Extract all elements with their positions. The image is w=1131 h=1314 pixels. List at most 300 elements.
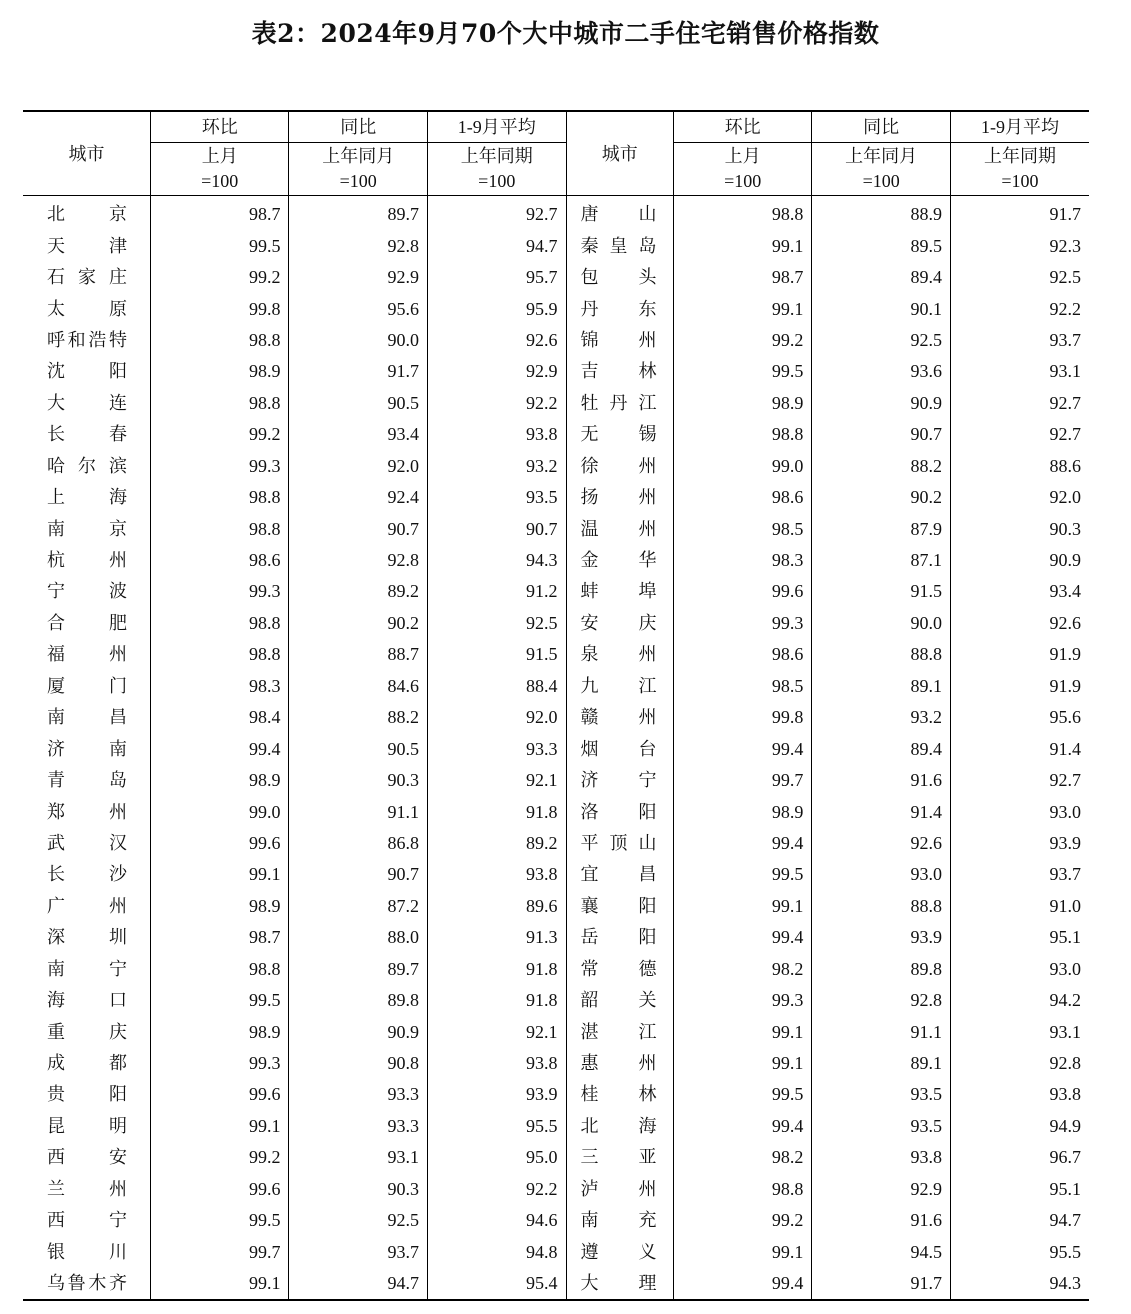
- yoy-value-cell: 90.0: [289, 325, 428, 356]
- city-name-cell: [23, 796, 150, 827]
- mom-value-cell: 99.3: [150, 451, 289, 482]
- city-name-cell: [23, 702, 150, 733]
- mom-value-cell: 98.6: [150, 545, 289, 576]
- city-name-cell: [23, 1205, 150, 1236]
- mom-value-cell: 99.4: [673, 828, 812, 859]
- city-name: 九江: [580, 675, 657, 696]
- ytd-avg-value-cell: 91.8: [428, 985, 567, 1016]
- mom-value-cell: 98.5: [673, 671, 812, 702]
- ytd-avg-value-cell: 91.9: [950, 639, 1089, 670]
- yoy-value-cell: 92.5: [289, 1205, 428, 1236]
- city-name-cell: [23, 954, 150, 985]
- city-name-cell: [23, 1016, 150, 1047]
- mom-value-cell: 99.1: [673, 230, 812, 261]
- ytd-avg-value-cell: 92.3: [950, 230, 1089, 261]
- city-name-cell: [566, 1111, 673, 1142]
- city-name-cell: [566, 765, 673, 796]
- table-row: [23, 262, 1089, 293]
- yoy-value-cell: 91.1: [812, 1016, 951, 1047]
- ytd-avg-value-cell: 95.4: [428, 1268, 567, 1300]
- table-row: [23, 954, 1089, 985]
- table-row: [23, 1205, 1089, 1236]
- ytd-avg-base-value: =100: [950, 169, 1089, 196]
- table-row: [23, 1268, 1089, 1300]
- mom-value-cell: 98.9: [673, 388, 812, 419]
- city-name: 泸州: [580, 1178, 657, 1199]
- ytd-avg-value-cell: 93.9: [428, 1079, 567, 1110]
- ytd-avg-value-cell: 92.2: [428, 388, 567, 419]
- city-name-cell: [23, 671, 150, 702]
- table-row: [23, 671, 1089, 702]
- mom-value-cell: 99.5: [673, 1079, 812, 1110]
- mom-value-cell: 99.1: [150, 1268, 289, 1300]
- city-name-cell: [566, 230, 673, 261]
- yoy-value-cell: 91.6: [812, 1205, 951, 1236]
- yoy-value-cell: 90.0: [812, 608, 951, 639]
- yoy-value-cell: 88.2: [812, 451, 951, 482]
- city-name-cell: [23, 482, 150, 513]
- table-row: [23, 1142, 1089, 1173]
- city-name: 昆明: [47, 1115, 127, 1136]
- city-name-cell: [23, 293, 150, 324]
- yoy-value-cell: 90.3: [289, 765, 428, 796]
- table-row: [23, 545, 1089, 576]
- mom-value-cell: 98.9: [150, 1016, 289, 1047]
- mom-value-cell: 99.6: [673, 576, 812, 607]
- yoy-value-cell: 89.5: [812, 230, 951, 261]
- city-name-cell: [566, 1016, 673, 1047]
- mom-value-cell: 98.6: [673, 482, 812, 513]
- ytd-avg-value-cell: 92.0: [428, 702, 567, 733]
- city-name-cell: [566, 1174, 673, 1205]
- city-name-cell: [566, 576, 673, 607]
- ytd-avg-value-cell: 93.8: [428, 859, 567, 890]
- ytd-avg-value-cell: 95.1: [950, 922, 1089, 953]
- city-name-cell: [566, 954, 673, 985]
- yoy-value-cell: 93.1: [289, 1142, 428, 1173]
- mom-value-cell: 99.5: [150, 985, 289, 1016]
- page-title: 表2：2024年9月70个大中城市二手住宅销售价格指数: [251, 19, 880, 48]
- mom-value-cell: 99.8: [673, 702, 812, 733]
- yoy-value-cell: 91.5: [812, 576, 951, 607]
- yoy-value-cell: 89.1: [812, 1048, 951, 1079]
- city-name-cell: [23, 922, 150, 953]
- city-name-cell: [23, 1048, 150, 1079]
- ytd-avg-value-cell: 95.1: [950, 1174, 1089, 1205]
- mom-base-label: 上月: [150, 143, 289, 170]
- city-name: 金华: [580, 550, 657, 571]
- ytd-avg-value-cell: 94.6: [428, 1205, 567, 1236]
- mom-value-cell: 98.7: [150, 922, 289, 953]
- mom-value-cell: 99.7: [150, 1236, 289, 1267]
- ytd-avg-value-cell: 93.0: [950, 796, 1089, 827]
- city-name-cell: [23, 1079, 150, 1110]
- yoy-value-cell: 92.8: [812, 985, 951, 1016]
- yoy-value-cell: 95.6: [289, 293, 428, 324]
- city-name-cell: [566, 262, 673, 293]
- city-name-cell: [23, 388, 150, 419]
- city-name-cell: [566, 671, 673, 702]
- ytd-avg-value-cell: 94.3: [428, 545, 567, 576]
- city-name: 湛江: [580, 1021, 657, 1042]
- ytd-avg-value-cell: 92.2: [950, 293, 1089, 324]
- city-name-cell: [23, 1142, 150, 1173]
- ytd-avg-value-cell: 93.7: [950, 325, 1089, 356]
- table-row: [23, 293, 1089, 324]
- city-name: 蚌埠: [580, 581, 657, 602]
- mom-value-cell: 99.4: [673, 1111, 812, 1142]
- city-name: 吉林: [580, 361, 657, 382]
- city-name: 岳阳: [580, 927, 657, 948]
- ytd-avg-header: 1-9月平均: [428, 111, 567, 143]
- city-name-cell: [23, 262, 150, 293]
- yoy-base-value: =100: [812, 169, 951, 196]
- city-name: 成都: [47, 1053, 127, 1074]
- mom-value-cell: 99.8: [150, 293, 289, 324]
- mom-value-cell: 98.8: [150, 608, 289, 639]
- city-name-cell: [23, 325, 150, 356]
- yoy-value-cell: 89.8: [812, 954, 951, 985]
- ytd-avg-base-label: 上年同期: [428, 143, 567, 170]
- mom-base-value: =100: [150, 169, 289, 196]
- city-name-cell: [566, 513, 673, 544]
- ytd-avg-value-cell: 92.5: [428, 608, 567, 639]
- city-name-cell: [566, 1048, 673, 1079]
- city-name: 长沙: [47, 864, 127, 885]
- ytd-avg-value-cell: 93.9: [950, 828, 1089, 859]
- mom-value-cell: 98.3: [673, 545, 812, 576]
- city-name-cell: [23, 639, 150, 670]
- city-name: 呼和浩特: [47, 329, 127, 350]
- mom-value-cell: 99.2: [673, 325, 812, 356]
- city-name-cell: [566, 451, 673, 482]
- mom-value-cell: 99.1: [673, 293, 812, 324]
- mom-value-cell: 98.3: [150, 671, 289, 702]
- ytd-avg-value-cell: 92.7: [950, 388, 1089, 419]
- city-name-cell: [566, 419, 673, 450]
- ytd-avg-base-value: =100: [428, 169, 567, 196]
- city-name: 重庆: [47, 1021, 127, 1042]
- yoy-value-cell: 94.7: [289, 1268, 428, 1300]
- ytd-avg-value-cell: 94.2: [950, 985, 1089, 1016]
- ytd-avg-value-cell: 93.4: [950, 576, 1089, 607]
- ytd-avg-value-cell: 94.9: [950, 1111, 1089, 1142]
- ytd-avg-value-cell: 93.1: [950, 356, 1089, 387]
- yoy-value-cell: 92.5: [812, 325, 951, 356]
- ytd-avg-value-cell: 93.5: [428, 482, 567, 513]
- yoy-value-cell: 93.8: [812, 1142, 951, 1173]
- yoy-value-cell: 90.7: [812, 419, 951, 450]
- yoy-value-cell: 90.1: [812, 293, 951, 324]
- yoy-value-cell: 93.9: [812, 922, 951, 953]
- city-name-cell: [566, 608, 673, 639]
- yoy-value-cell: 87.1: [812, 545, 951, 576]
- yoy-value-cell: 91.1: [289, 796, 428, 827]
- city-name: 平顶山: [580, 832, 657, 853]
- ytd-avg-value-cell: 90.9: [950, 545, 1089, 576]
- city-name: 长春: [47, 424, 127, 445]
- ytd-avg-value-cell: 93.8: [428, 419, 567, 450]
- yoy-value-cell: 93.5: [812, 1079, 951, 1110]
- yoy-value-cell: 89.7: [289, 196, 428, 231]
- city-name: 深圳: [47, 927, 127, 948]
- ytd-avg-value-cell: 92.5: [950, 262, 1089, 293]
- ytd-avg-value-cell: 89.2: [428, 828, 567, 859]
- table-body: [23, 196, 1089, 1301]
- mom-header: 环比: [150, 111, 289, 143]
- city-name: 济南: [47, 738, 127, 759]
- yoy-value-cell: 90.7: [289, 859, 428, 890]
- city-name: 广州: [47, 895, 127, 916]
- mom-value-cell: 99.1: [150, 859, 289, 890]
- ytd-avg-value-cell: 92.1: [428, 765, 567, 796]
- mom-value-cell: 99.6: [150, 828, 289, 859]
- mom-value-cell: 98.9: [673, 796, 812, 827]
- mom-base-value: =100: [673, 169, 812, 196]
- mom-base-label: 上月: [673, 143, 812, 170]
- city-name: 天津: [47, 235, 127, 256]
- city-name-cell: [566, 356, 673, 387]
- ytd-avg-value-cell: 91.0: [950, 891, 1089, 922]
- city-name: 宁波: [47, 581, 127, 602]
- yoy-value-cell: 90.7: [289, 513, 428, 544]
- table-row: [23, 325, 1089, 356]
- yoy-value-cell: 92.4: [289, 482, 428, 513]
- city-name: 哈尔滨: [47, 455, 127, 476]
- mom-value-cell: 99.2: [150, 262, 289, 293]
- table-row: [23, 451, 1089, 482]
- table-header: [23, 111, 1089, 196]
- city-name: 福州: [47, 644, 127, 665]
- city-name-cell: [23, 859, 150, 890]
- mom-value-cell: 99.7: [673, 765, 812, 796]
- city-name: 太原: [47, 298, 127, 319]
- mom-value-cell: 98.9: [150, 356, 289, 387]
- yoy-value-cell: 89.1: [812, 671, 951, 702]
- yoy-value-cell: 88.9: [812, 196, 951, 231]
- yoy-value-cell: 94.5: [812, 1236, 951, 1267]
- ytd-avg-value-cell: 90.3: [950, 513, 1089, 544]
- city-name: 扬州: [580, 487, 657, 508]
- yoy-value-cell: 88.0: [289, 922, 428, 953]
- city-name-cell: [566, 985, 673, 1016]
- mom-value-cell: 99.2: [150, 1142, 289, 1173]
- table-row: [23, 1174, 1089, 1205]
- yoy-value-cell: 88.2: [289, 702, 428, 733]
- ytd-avg-value-cell: 95.7: [428, 262, 567, 293]
- ytd-avg-value-cell: 91.5: [428, 639, 567, 670]
- city-name-cell: [23, 765, 150, 796]
- city-name-cell: [23, 1268, 150, 1300]
- city-name: 惠州: [580, 1053, 657, 1074]
- mom-value-cell: 98.8: [673, 1174, 812, 1205]
- city-name: 济宁: [580, 770, 657, 791]
- mom-value-cell: 99.1: [673, 1016, 812, 1047]
- city-name: 安庆: [580, 612, 657, 633]
- ytd-avg-value-cell: 93.2: [428, 451, 567, 482]
- table-row: [23, 859, 1089, 890]
- ytd-avg-value-cell: 93.3: [428, 733, 567, 764]
- yoy-header: 同比: [812, 111, 951, 143]
- city-column-header: 城市: [566, 111, 673, 196]
- table-row: [23, 1079, 1089, 1110]
- city-name: 常德: [580, 958, 657, 979]
- mom-value-cell: 99.1: [673, 1236, 812, 1267]
- yoy-value-cell: 89.7: [289, 954, 428, 985]
- ytd-avg-value-cell: 93.0: [950, 954, 1089, 985]
- mom-value-cell: 99.4: [673, 1268, 812, 1300]
- yoy-value-cell: 93.2: [812, 702, 951, 733]
- city-name-cell: [566, 1205, 673, 1236]
- city-name-cell: [566, 1079, 673, 1110]
- city-name-cell: [23, 419, 150, 450]
- yoy-value-cell: 93.0: [812, 859, 951, 890]
- table-row: [23, 388, 1089, 419]
- city-name: 贵阳: [47, 1084, 127, 1105]
- yoy-value-cell: 90.5: [289, 388, 428, 419]
- table-row: [23, 1236, 1089, 1267]
- mom-value-cell: 98.8: [673, 419, 812, 450]
- mom-value-cell: 99.2: [673, 1205, 812, 1236]
- yoy-value-cell: 91.7: [812, 1268, 951, 1300]
- city-name-cell: [23, 1236, 150, 1267]
- yoy-value-cell: 89.4: [812, 262, 951, 293]
- table-row: [23, 356, 1089, 387]
- yoy-value-cell: 87.2: [289, 891, 428, 922]
- ytd-avg-value-cell: 92.9: [428, 356, 567, 387]
- city-column-header: 城市: [23, 111, 150, 196]
- city-name: 烟台: [580, 738, 657, 759]
- city-name: 洛阳: [580, 801, 657, 822]
- yoy-value-cell: 93.3: [289, 1079, 428, 1110]
- city-name: 合肥: [47, 612, 127, 633]
- mom-value-cell: 99.5: [673, 859, 812, 890]
- ytd-avg-value-cell: 95.9: [428, 293, 567, 324]
- mom-value-cell: 98.2: [673, 1142, 812, 1173]
- city-name: 宜昌: [580, 864, 657, 885]
- table-row: [23, 1111, 1089, 1142]
- city-name: 大理: [580, 1273, 657, 1294]
- city-name: 三亚: [580, 1147, 657, 1168]
- yoy-value-cell: 88.8: [812, 639, 951, 670]
- city-name: 丹东: [580, 298, 657, 319]
- ytd-avg-value-cell: 91.8: [428, 954, 567, 985]
- city-name: 温州: [580, 518, 657, 539]
- table-row: [23, 922, 1089, 953]
- city-name: 赣州: [580, 707, 657, 728]
- mom-value-cell: 98.9: [150, 765, 289, 796]
- mom-value-cell: 98.8: [150, 482, 289, 513]
- table-row: [23, 702, 1089, 733]
- city-name-cell: [566, 545, 673, 576]
- city-name-cell: [566, 891, 673, 922]
- yoy-value-cell: 91.7: [289, 356, 428, 387]
- city-name: 南昌: [47, 707, 127, 728]
- ytd-avg-value-cell: 92.7: [950, 419, 1089, 450]
- city-name: 徐州: [580, 455, 657, 476]
- yoy-value-cell: 92.6: [812, 828, 951, 859]
- mom-value-cell: 98.8: [673, 196, 812, 231]
- ytd-avg-value-cell: 93.1: [950, 1016, 1089, 1047]
- table-row: [23, 419, 1089, 450]
- ytd-avg-value-cell: 91.3: [428, 922, 567, 953]
- mom-value-cell: 99.4: [673, 922, 812, 953]
- city-name-cell: [566, 1142, 673, 1173]
- ytd-avg-value-cell: 93.8: [950, 1079, 1089, 1110]
- yoy-value-cell: 90.5: [289, 733, 428, 764]
- yoy-value-cell: 92.9: [812, 1174, 951, 1205]
- table-row: [23, 733, 1089, 764]
- city-name: 牡丹江: [580, 392, 657, 413]
- ytd-avg-value-cell: 95.6: [950, 702, 1089, 733]
- city-name-cell: [23, 230, 150, 261]
- table-row: [23, 1016, 1089, 1047]
- city-name: 襄阳: [580, 895, 657, 916]
- ytd-avg-value-cell: 93.8: [428, 1048, 567, 1079]
- city-name: 青岛: [47, 770, 127, 791]
- city-name-cell: [566, 196, 673, 231]
- ytd-avg-value-cell: 92.7: [950, 765, 1089, 796]
- yoy-base-value: =100: [289, 169, 428, 196]
- yoy-value-cell: 89.4: [812, 733, 951, 764]
- ytd-avg-base-label: 上年同期: [950, 143, 1089, 170]
- city-name-cell: [23, 828, 150, 859]
- ytd-avg-value-cell: 95.5: [428, 1111, 567, 1142]
- ytd-avg-value-cell: 92.6: [428, 325, 567, 356]
- mom-value-cell: 98.5: [673, 513, 812, 544]
- city-name: 厦门: [47, 675, 127, 696]
- mom-value-cell: 99.3: [150, 1048, 289, 1079]
- ytd-avg-value-cell: 88.6: [950, 451, 1089, 482]
- mom-value-cell: 99.6: [150, 1079, 289, 1110]
- table-row: [23, 608, 1089, 639]
- table-row: [23, 576, 1089, 607]
- city-name-cell: [23, 891, 150, 922]
- ytd-avg-value-cell: 88.4: [428, 671, 567, 702]
- city-name: 南京: [47, 518, 127, 539]
- mom-value-cell: 99.4: [150, 733, 289, 764]
- mom-value-cell: 99.5: [150, 1205, 289, 1236]
- city-name-cell: [23, 608, 150, 639]
- mom-value-cell: 99.1: [673, 1048, 812, 1079]
- city-name: 韶关: [580, 990, 657, 1011]
- yoy-value-cell: 91.4: [812, 796, 951, 827]
- city-name: 郑州: [47, 801, 127, 822]
- city-name-cell: [566, 1236, 673, 1267]
- yoy-value-cell: 90.3: [289, 1174, 428, 1205]
- yoy-value-cell: 90.8: [289, 1048, 428, 1079]
- mom-value-cell: 99.6: [150, 1174, 289, 1205]
- yoy-value-cell: 88.7: [289, 639, 428, 670]
- mom-value-cell: 98.4: [150, 702, 289, 733]
- city-name-cell: [566, 922, 673, 953]
- mom-value-cell: 99.0: [150, 796, 289, 827]
- mom-value-cell: 98.8: [150, 325, 289, 356]
- city-name: 秦皇岛: [580, 235, 657, 256]
- ytd-avg-value-cell: 92.7: [428, 196, 567, 231]
- city-name: 兰州: [47, 1178, 127, 1199]
- price-index-table: [23, 110, 1089, 1301]
- city-name-cell: [23, 985, 150, 1016]
- mom-value-cell: 99.5: [673, 356, 812, 387]
- ytd-avg-header: 1-9月平均: [950, 111, 1089, 143]
- city-name: 沈阳: [47, 361, 127, 382]
- ytd-avg-value-cell: 91.9: [950, 671, 1089, 702]
- mom-value-cell: 98.2: [673, 954, 812, 985]
- mom-value-cell: 99.4: [673, 733, 812, 764]
- mom-value-cell: 98.7: [673, 262, 812, 293]
- mom-value-cell: 98.7: [150, 196, 289, 231]
